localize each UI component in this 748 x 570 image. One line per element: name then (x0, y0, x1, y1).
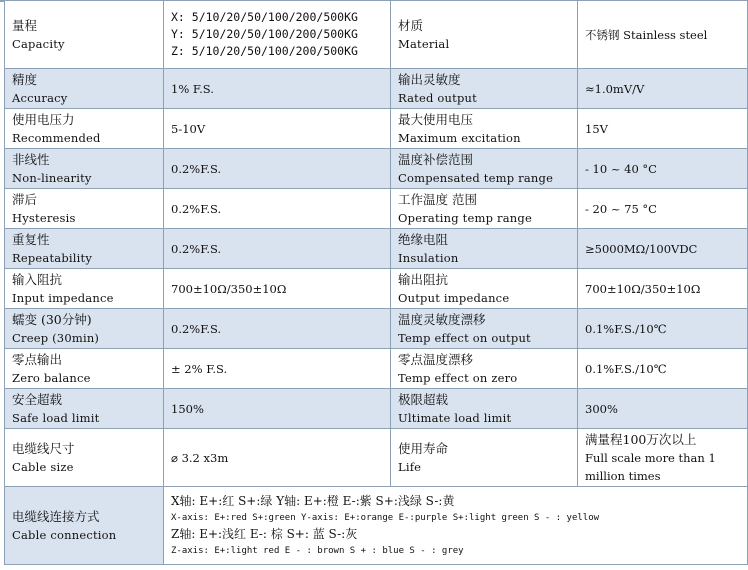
label-zh: 绝缘电阻 (398, 231, 449, 247)
spec-value (164, 1, 391, 69)
spec-label (5, 309, 164, 349)
cable-xy-en: X-axis: E+:red S+:green Y-axis: E+:orange E-:purple S+:light green S - : yellow (171, 512, 600, 523)
spec-label (5, 109, 164, 149)
label-en: Accuracy (12, 90, 68, 105)
label-zh: 温度灵敏度漂移 (398, 311, 486, 327)
capacity-x: X: 5/10/20/50/100/200/500KG (171, 10, 358, 24)
spec-label (5, 349, 164, 389)
label-zh: 蠕变 (30分钟) (12, 311, 92, 327)
value-text: - 20 ~ 75 °C (585, 201, 657, 216)
label-en: Recommended (12, 130, 101, 145)
value-text: 0.2%F.S. (171, 321, 222, 336)
label-en: Output impedance (398, 290, 510, 305)
spec-value (578, 69, 748, 109)
spec-value (578, 149, 748, 189)
value-text: 700±10Ω/350±10Ω (171, 281, 287, 296)
label-zh: 温度补偿范围 (398, 151, 474, 167)
spec-value (164, 429, 391, 487)
spec-value (578, 269, 748, 309)
label-en: Capacity (12, 36, 65, 51)
label-zh: 极限超载 (398, 391, 449, 407)
life-value-en: Full scale more than 1 million times (585, 450, 716, 483)
spec-label (391, 69, 578, 109)
spec-value (578, 429, 748, 487)
value-text: 0.1%F.S./10℃ (585, 321, 667, 336)
value-text: 15V (585, 121, 608, 136)
spec-value (578, 389, 748, 429)
capacity-y: Y: 5/10/20/50/100/200/500KG (171, 27, 358, 41)
spec-value (578, 309, 748, 349)
label-en: Cable connection (12, 527, 117, 542)
label-zh: 材质 (398, 17, 424, 33)
label-en: Insulation (398, 250, 459, 265)
value-text: 0.1%F.S./10℃ (585, 361, 667, 376)
label-zh: 精度 (12, 71, 38, 87)
spec-table (4, 0, 748, 565)
value-text: 5-10V (171, 121, 206, 136)
table-row (5, 109, 748, 149)
table-row (5, 309, 748, 349)
spec-label (391, 149, 578, 189)
table-row (5, 189, 748, 229)
spec-label (5, 1, 164, 69)
label-zh: 量程 (12, 17, 38, 33)
label-zh: 电缆线尺寸 (12, 440, 75, 456)
label-zh: 使用寿命 (398, 440, 449, 456)
label-en: Non-linearity (12, 170, 92, 185)
label-zh: 工作温度 范围 (398, 191, 477, 207)
spec-label (5, 229, 164, 269)
spec-label (391, 389, 578, 429)
spec-label (5, 269, 164, 309)
spec-value (164, 229, 391, 269)
table-row (5, 487, 748, 565)
label-en: Temp effect on zero (398, 370, 518, 385)
spec-label (391, 189, 578, 229)
spec-label (5, 149, 164, 189)
label-en: Creep (30min) (12, 330, 100, 345)
label-zh: 输出阻抗 (398, 271, 449, 287)
cable-z-en: Z-axis: E+:light red E - : brown S + : blue S - : grey (171, 545, 464, 556)
table-row (5, 429, 748, 487)
label-en: Life (398, 459, 422, 474)
value-text: ≈1.0mV/V (585, 81, 645, 96)
table-row (5, 229, 748, 269)
spec-value (578, 189, 748, 229)
label-en: Safe load limit (12, 410, 100, 425)
spec-value (578, 229, 748, 269)
table-row (5, 389, 748, 429)
value-text: 700±10Ω/350±10Ω (585, 281, 701, 296)
spec-label (5, 487, 164, 565)
table-row (5, 1, 748, 69)
label-en: Ultimate load limit (398, 410, 512, 425)
spec-label (391, 109, 578, 149)
value-text: - 10 ~ 40 °C (585, 161, 657, 176)
label-zh: 输出灵敏度 (398, 71, 461, 87)
table-row (5, 349, 748, 389)
spec-label (391, 1, 578, 69)
label-en: Maximum excitation (398, 130, 521, 145)
label-en: Compensated temp range (398, 170, 554, 185)
spec-label (391, 229, 578, 269)
life-value-zh: 满量程100万次以上 (585, 431, 697, 447)
spec-value (164, 309, 391, 349)
value-text: 300% (585, 401, 618, 416)
value-text: 0.2%F.S. (171, 241, 222, 256)
label-en: Hysteresis (12, 210, 76, 225)
value-text: ≥5000MΩ/100VDC (585, 241, 698, 256)
label-zh: 使用电压力 (12, 111, 75, 127)
spec-value (164, 269, 391, 309)
value-text: 不锈钢 Stainless steel (585, 27, 708, 42)
table-row (5, 149, 748, 189)
table-row (5, 69, 748, 109)
spec-value (578, 1, 748, 69)
label-zh: 零点输出 (12, 351, 63, 367)
label-zh: 安全超载 (12, 391, 63, 407)
cable-xy-zh: X轴: E+:红 S+:绿 Y轴: E+:橙 E-:紫 S+:浅绿 S-:黄 (171, 493, 455, 508)
spec-label (391, 349, 578, 389)
label-zh: 最大使用电压 (398, 111, 474, 127)
capacity-z: Z: 5/10/20/50/100/200/500KG (171, 44, 358, 58)
cable-z-zh: Z轴: E+:浅红 E-: 棕 S+: 蓝 S-:灰 (171, 526, 358, 541)
label-zh: 滞后 (12, 191, 38, 207)
spec-value (164, 149, 391, 189)
spec-value (578, 109, 748, 149)
spec-label (5, 189, 164, 229)
spec-value (164, 69, 391, 109)
label-en: Operating temp range (398, 210, 532, 225)
value-text: 0.2%F.S. (171, 161, 222, 176)
label-en: Cable size (12, 459, 74, 474)
value-text: 150% (171, 401, 204, 416)
spec-value (164, 109, 391, 149)
value-text: ± 2% F.S. (171, 361, 228, 376)
label-en: Input impedance (12, 290, 114, 305)
spec-label (391, 309, 578, 349)
label-zh: 电缆线连接方式 (12, 508, 100, 524)
label-en: Rated output (398, 90, 477, 105)
value-text: 1% F.S. (171, 81, 214, 96)
spec-label (5, 69, 164, 109)
cable-connection-value (164, 487, 748, 565)
label-en: Temp effect on output (398, 330, 531, 345)
label-zh: 非线性 (12, 151, 50, 167)
label-en: Material (398, 36, 450, 51)
value-text: ⌀ 3.2 x3m (171, 450, 229, 465)
label-zh: 重复性 (12, 231, 50, 247)
table-row (5, 269, 748, 309)
label-zh: 零点温度漂移 (398, 351, 474, 367)
spec-label (391, 269, 578, 309)
label-zh: 输入阻抗 (12, 271, 63, 287)
spec-label (5, 389, 164, 429)
spec-value (164, 349, 391, 389)
spec-value (164, 189, 391, 229)
label-en: Repeatability (12, 250, 93, 265)
label-en: Zero balance (12, 370, 91, 385)
spec-value (164, 389, 391, 429)
value-text: 0.2%F.S. (171, 201, 222, 216)
spec-value (578, 349, 748, 389)
spec-label (391, 429, 578, 487)
spec-label (5, 429, 164, 487)
